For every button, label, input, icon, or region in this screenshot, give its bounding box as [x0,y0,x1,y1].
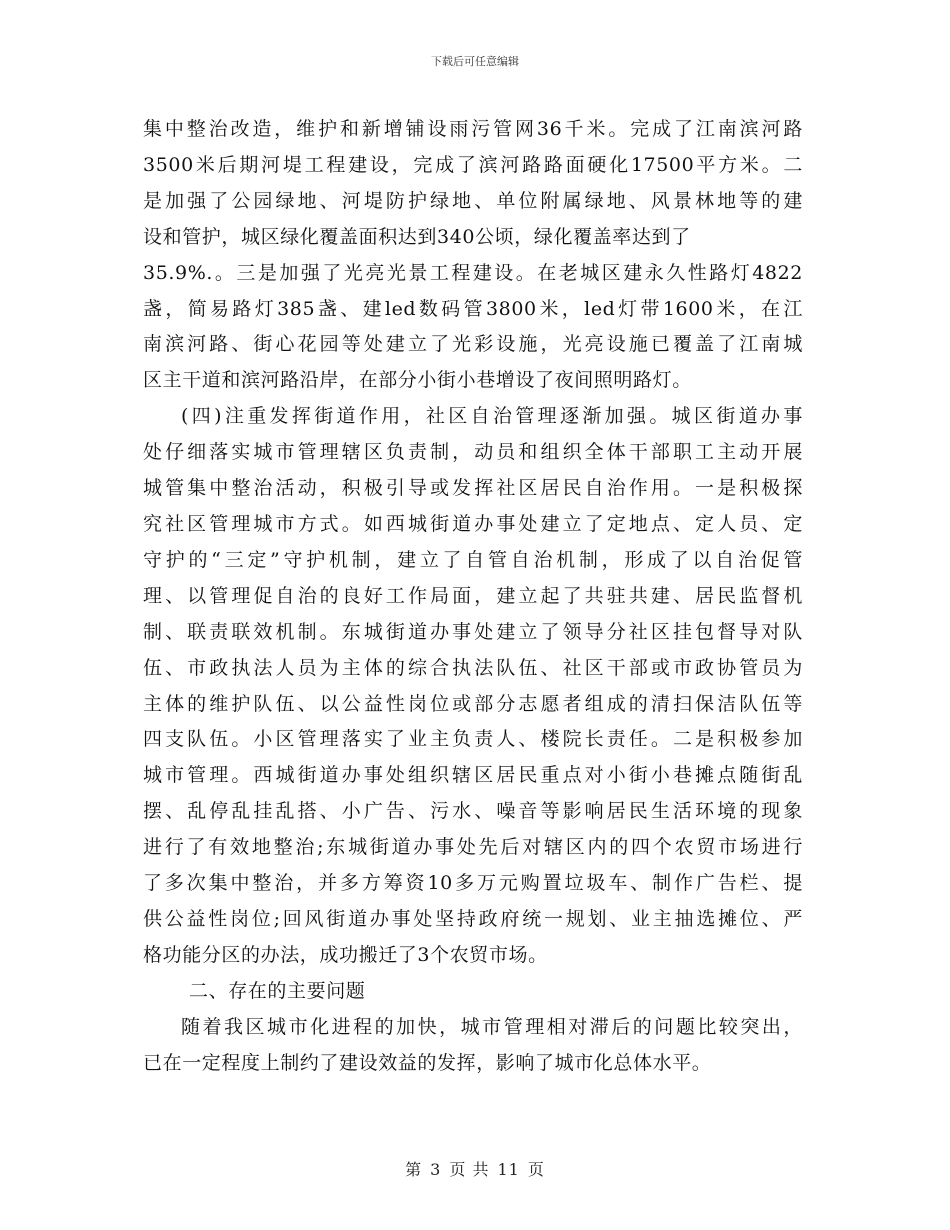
text-line: 处仔细落实城市管理辖区负责制，动员和组织全体干部职工主动开展 [143,441,803,464]
text-line: 进行了有效地整治;东城街道办事处先后对辖区内的四个农贸市场进行 [143,836,803,859]
text-line: 究社区管理城市方式。如西城街道办事处建立了定地点、定人员、定 [143,512,803,535]
text-line: 伍、市政执法人员为主体的综合执法队伍、社区干部或市政协管员为 [143,656,803,679]
text-line: 城管集中整治活动，积极引导或发挥社区居民自治作用。一是积极探 [143,477,803,500]
paragraph-start-line: 随着我区城市化进程的加快，城市管理相对滞后的问题比较突出， [181,1015,803,1038]
page-footer [0,1157,950,1180]
footer-suffix: 页 [527,1160,545,1179]
text-line: 南滨河路、街心花园等处建立了光彩设施，光亮设施已覆盖了江南城 [143,333,803,356]
text-line: 是加强了公园绿地、河堤防护绿地、单位附属绿地、风景林地等的建 [143,189,803,212]
document-body [143,112,803,1081]
text-line: 主体的维护队伍、以公益性岗位或部分志愿者组成的清扫保洁队伍等 [143,692,803,715]
footer-prefix: 第 [405,1160,423,1179]
text-line: 3500米后期河堤工程建设，完成了滨河路路面硬化17500平方米。二 [143,153,803,176]
paragraph-start-line: (四)注重发挥街道作用，社区自治管理逐渐加强。城区街道办事 [181,405,803,428]
text-line: 设和管护，城区绿化覆盖面积达到340公顷，绿化覆盖率达到了 [143,225,691,248]
text-line: 理、以管理促自治的良好工作局面，建立起了共驻共建、居民监督机 [143,584,803,607]
page-header-note: 下载后可任意编辑 [431,55,519,68]
total-pages-number: 11 [497,1160,520,1179]
current-page-number: 3 [430,1160,442,1179]
text-line: 了多次集中整治，并多方筹资10多万元购置垃圾车、制作广告栏、提 [143,872,803,895]
text-line: 35.9%.。三是加强了光亮光景工程建设。在老城区建永久性路灯4822 [143,261,803,284]
text-line: 供公益性岗位;回风街道办事处坚持政府统一规划、业主抽选摊位、严 [143,907,803,930]
text-line: 已在一定程度上制约了建设效益的发挥，影响了城市化总体水平。 [143,1051,712,1074]
text-line: 四支队伍。小区管理落实了业主负责人、楼院长责任。二是积极参加 [143,728,803,751]
footer-middle: 页 共 [449,1160,490,1179]
text-line: 盏，简易路灯385盏、建led数码管3800米，led灯带1600米，在江 [143,297,803,320]
text-line: 集中整治改造，维护和新增铺设雨污管网36千米。完成了江南滨河路 [143,118,803,140]
text-line: 区主干道和滨河路沿岸，在部分小街小巷增设了夜间照明路灯。 [143,369,692,392]
text-line: 摆、乱停乱挂乱搭、小广告、污水、噪音等影响居民生活环境的现象 [143,800,803,823]
text-line: 城市管理。西城街道办事处组织辖区居民重点对小街小巷摊点随街乱 [143,764,803,787]
section-heading: 二、存在的主要问题 [189,979,366,1002]
text-line: 守护的“三定”守护机制，建立了自管自治机制，形成了以自治促管 [143,548,803,571]
text-line: 制、联责联效机制。东城街道办事处建立了领导分社区挂包督导对队 [143,620,803,643]
text-line: 格功能分区的办法，成功搬迁了3个农贸市场。 [143,943,548,966]
